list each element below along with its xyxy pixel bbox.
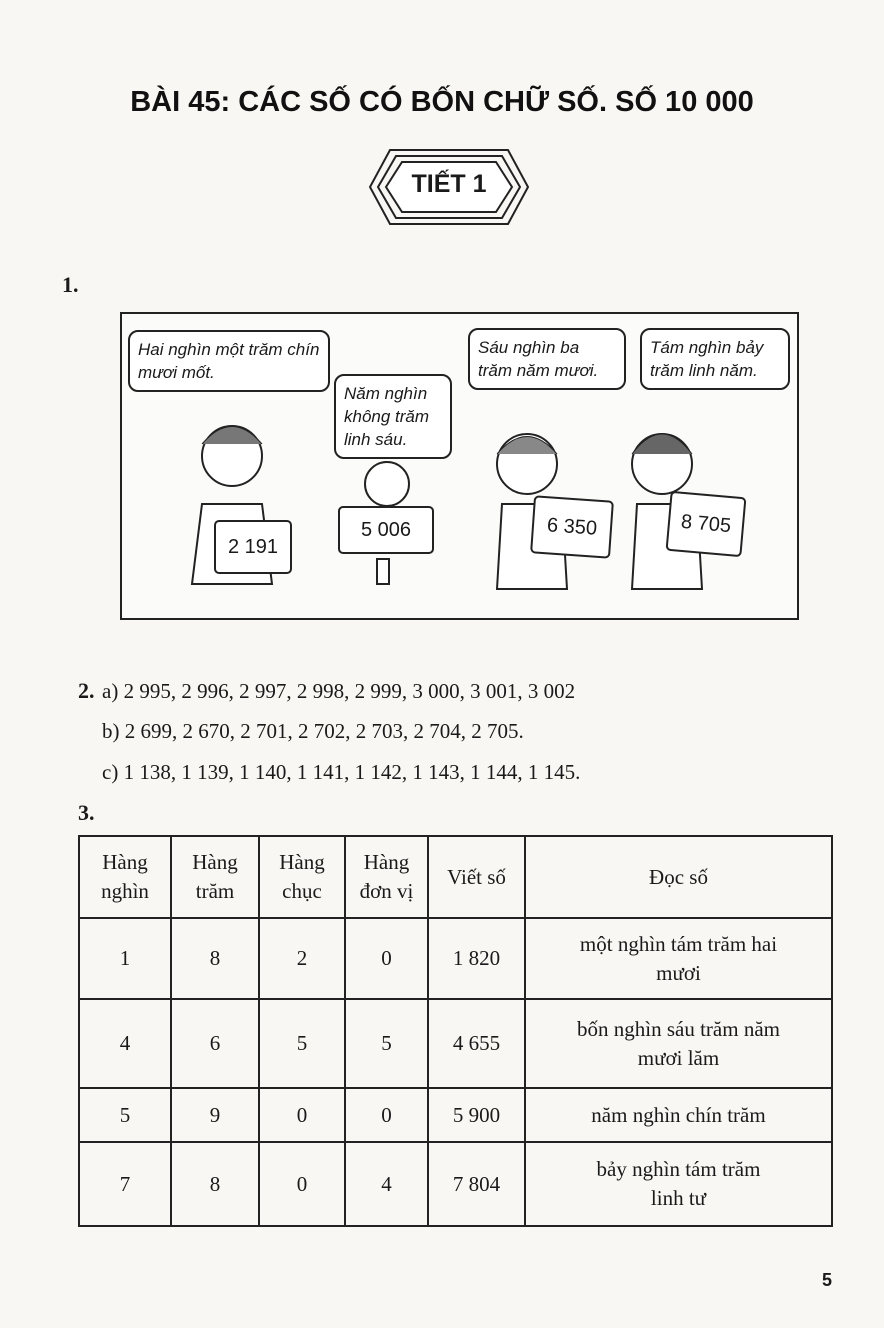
exercise-2a: a) 2 995, 2 996, 2 997, 2 998, 2 999, 3 000, 3 001, 3 002 (102, 679, 576, 703)
cell: bảy nghìn tám trăm linh tư (525, 1142, 832, 1226)
number-board: 6 350 (530, 495, 614, 558)
header-cell: Hàng đơn vị (345, 836, 428, 918)
cell: bốn nghìn sáu trăm năm mươi lăm (525, 999, 832, 1088)
table-header-row (79, 836, 832, 918)
cell: 5 (79, 1088, 171, 1142)
header-cell: Hàng nghìn (79, 836, 171, 918)
speech-bubble: Hai nghìn một trăm chín mươi mốt. (128, 330, 330, 392)
header-cell: Hàng chục (259, 836, 345, 918)
table-row (79, 1088, 832, 1142)
place-value-table (78, 835, 833, 1227)
table-row (79, 918, 832, 999)
cell: một nghìn tám trăm hai mươi (525, 918, 832, 999)
exercise-1-illustration (120, 312, 799, 620)
cell: 0 (345, 1088, 428, 1142)
cell: 4 (79, 999, 171, 1088)
lesson-label: TIẾT 1 (411, 170, 487, 198)
cell: 8 (171, 918, 259, 999)
cell: 5 (259, 999, 345, 1088)
table-row (79, 1142, 832, 1226)
cell: 7 (79, 1142, 171, 1226)
header-cell: Hàng trăm (171, 836, 259, 918)
header-cell: Đọc số (525, 836, 832, 918)
number-board: 8 705 (666, 491, 747, 557)
cell: 7 804 (428, 1142, 525, 1226)
lesson-banner (368, 148, 530, 226)
cell: 9 (171, 1088, 259, 1142)
speech-bubble: Sáu nghìn ba trăm năm mươi. (468, 328, 626, 390)
cell: 0 (259, 1088, 345, 1142)
page-number: 5 (821, 1270, 832, 1290)
exercise-1-number: 1. (62, 272, 79, 297)
cell: 8 (171, 1142, 259, 1226)
speech-bubble: Năm nghìn không trăm linh sáu. (334, 374, 452, 459)
exercise-2b: b) 2 699, 2 670, 2 701, 2 702, 2 703, 2 704, 2 705. (102, 719, 524, 743)
cell: 6 (171, 999, 259, 1088)
exercise-2-number: 2. (78, 678, 95, 703)
cell: 4 655 (428, 999, 525, 1088)
speech-bubble: Tám nghìn bảy trăm linh năm. (640, 328, 790, 390)
cell: 0 (345, 918, 428, 999)
cell: 1 820 (428, 918, 525, 999)
cell: 1 (79, 918, 171, 999)
table-row (79, 999, 832, 1088)
page-title: BÀI 45: CÁC SỐ CÓ BỐN CHỮ SỐ. SỐ 10 000 (130, 86, 754, 118)
header-cell: Viết số (428, 836, 525, 918)
cell: 2 (259, 918, 345, 999)
exercise-2c: c) 1 138, 1 139, 1 140, 1 141, 1 142, 1 143, 1 144, 1 145. (102, 760, 581, 784)
number-board: 5 006 (338, 506, 434, 554)
cell: 5 (345, 999, 428, 1088)
number-board: 2 191 (214, 520, 292, 574)
cell: 0 (259, 1142, 345, 1226)
cell: 5 900 (428, 1088, 525, 1142)
cell: 4 (345, 1142, 428, 1226)
cell: năm nghìn chín trăm (525, 1088, 832, 1142)
exercise-3-number: 3. (78, 800, 95, 825)
